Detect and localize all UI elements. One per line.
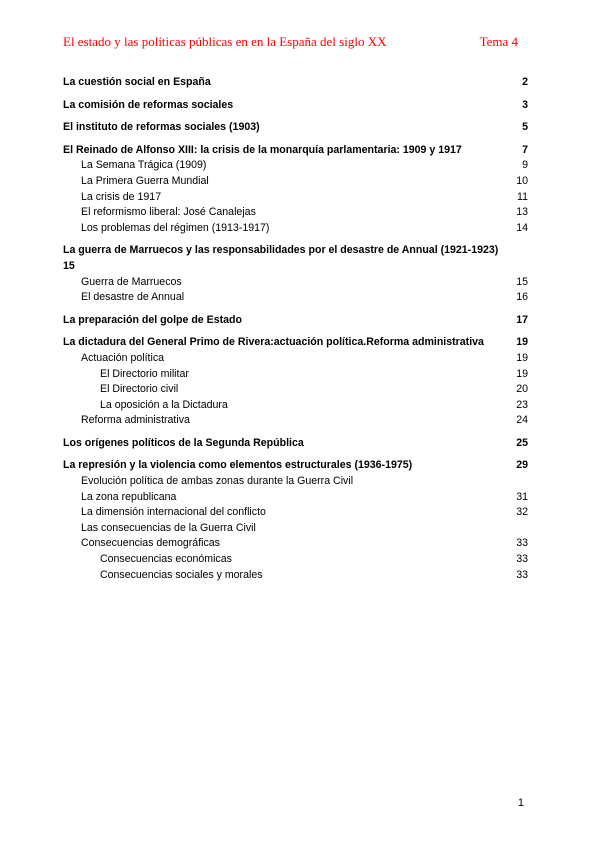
toc-entry-title: La oposición a la Dictadura xyxy=(100,398,228,411)
toc-entry-title: Consecuencias sociales y morales xyxy=(100,568,263,581)
toc-entry-title: El reformismo liberal: José Canalejas xyxy=(81,206,256,219)
toc-entry[interactable] xyxy=(63,243,528,274)
toc-entry-page: 2 xyxy=(522,76,528,88)
toc-entry-page: 31 xyxy=(516,490,528,503)
toc-entry[interactable] xyxy=(63,536,528,552)
toc-entry-page: 29 xyxy=(516,459,528,472)
toc-entry-title: Los orígenes políticos de la Segunda República xyxy=(63,436,304,449)
toc-entry[interactable] xyxy=(63,490,528,506)
header-tema: Tema 4 xyxy=(479,34,518,49)
toc-entry[interactable] xyxy=(63,382,528,398)
toc-entry-page: 32 xyxy=(516,506,528,519)
toc-entry[interactable] xyxy=(63,290,528,306)
toc-entry[interactable] xyxy=(63,413,528,429)
toc-entry[interactable] xyxy=(63,351,528,367)
toc-entry-page: 33 xyxy=(516,537,528,550)
toc-entry-title: La cuestión social en España xyxy=(63,76,211,88)
toc-entry-title: Evolución política de ambas zonas durante la Guerra Civil xyxy=(81,475,354,488)
toc-entry[interactable] xyxy=(63,143,528,159)
toc-entry-title: La dictadura del General Primo de Rivera:actuación política.Reforma administrativa xyxy=(63,336,484,349)
toc-entry-title: Las consecuencias de la Guerra Civil xyxy=(81,521,256,534)
toc-entry[interactable] xyxy=(63,75,528,91)
toc-entry-title: La dimensión internacional del conflicto xyxy=(81,506,266,519)
toc-entry[interactable] xyxy=(63,436,528,452)
toc-entry-title: La guerra de Marruecos y las responsabilidades por el desastre de Annual (1921-1923) xyxy=(63,244,499,257)
toc-entry[interactable] xyxy=(63,174,528,190)
toc-entry-title: La preparación del golpe de Estado xyxy=(63,313,242,326)
toc-entry-page: 11 xyxy=(517,190,528,203)
toc-entry-title: Consecuencias demográficas xyxy=(81,537,220,550)
toc-entry-title: Reforma administrativa xyxy=(81,414,190,427)
toc-entry-title: El Directorio civil xyxy=(100,383,179,396)
toc-entry-page: 7 xyxy=(522,143,528,156)
toc-entry-title: La crisis de 1917 xyxy=(81,190,162,203)
toc-entry[interactable] xyxy=(63,158,528,174)
toc-entry-title: El Reinado de Alfonso XIII: la crisis de la monarquía parlamentaria: 1909 y 1917 xyxy=(63,143,462,156)
toc-entry-page: 9 xyxy=(522,159,528,172)
toc-entry[interactable] xyxy=(63,367,528,383)
toc-entry-title: La represión y la violencia como elementos estructurales (1936-1975) xyxy=(63,459,413,472)
toc-entry-title: La zona republicana xyxy=(81,490,177,503)
toc-entry-page: 20 xyxy=(516,383,528,396)
toc-entry-page: 15 xyxy=(516,275,528,288)
toc-entry-page: 23 xyxy=(516,398,528,411)
toc-entry-title: Consecuencias económicas xyxy=(100,553,232,566)
page-number: 1 xyxy=(517,797,524,809)
header-title: El estado y las políticas públicas en en la España del siglo XX xyxy=(63,34,387,49)
toc-entry[interactable] xyxy=(63,120,528,136)
page-header xyxy=(63,34,518,52)
toc-entry-title: El Directorio militar xyxy=(100,367,189,380)
toc-entry[interactable] xyxy=(63,335,528,351)
toc-entry[interactable] xyxy=(63,275,528,291)
toc-entry-page: 13 xyxy=(516,206,528,219)
toc-entry-title: La comisión de reformas sociales xyxy=(63,98,234,111)
toc-entry-page: 14 xyxy=(516,221,528,234)
toc-entry-title: La Primera Guerra Mundial xyxy=(81,174,209,187)
toc-entry[interactable] xyxy=(63,568,528,584)
toc-entry-page: 5 xyxy=(522,121,528,134)
toc-entry-title: La Semana Trágica (1909) xyxy=(81,159,207,172)
toc-entry-page: 3 xyxy=(522,98,528,111)
toc-entry[interactable] xyxy=(63,458,528,474)
toc-entry-page: 33 xyxy=(516,568,528,581)
table-of-contents xyxy=(63,75,528,583)
toc-entry-page: 24 xyxy=(516,414,528,427)
toc-entry[interactable] xyxy=(63,98,528,114)
toc-entry-title: Los problemas del régimen (1913-1917) xyxy=(81,221,270,234)
toc-entry[interactable] xyxy=(63,313,528,329)
toc-entry-page: 15 xyxy=(63,259,75,272)
toc-entry-page: 16 xyxy=(516,291,528,304)
toc-entry-page: 25 xyxy=(516,436,528,449)
toc-entry-page: 19 xyxy=(516,336,528,349)
toc-entry-title: El desastre de Annual xyxy=(81,291,185,304)
toc-entry[interactable] xyxy=(63,205,528,221)
toc-entry[interactable] xyxy=(63,521,528,537)
toc-entry-title: El instituto de reformas sociales (1903) xyxy=(63,121,260,134)
toc-entry[interactable] xyxy=(63,474,528,490)
toc-entry[interactable] xyxy=(63,552,528,568)
toc-entry[interactable] xyxy=(63,398,528,414)
toc-entry-title: Actuación política xyxy=(81,351,165,364)
toc-entry-page: 10 xyxy=(516,174,528,187)
toc-entry[interactable] xyxy=(63,221,528,237)
toc-entry-page: 19 xyxy=(516,367,528,380)
toc-entry[interactable] xyxy=(63,505,528,521)
toc-entry[interactable] xyxy=(63,190,528,206)
toc-entry-page: 17 xyxy=(516,313,528,326)
toc-entry-title: Guerra de Marruecos xyxy=(81,275,182,288)
toc-entry-page: 33 xyxy=(516,553,528,566)
toc-entry-page: 19 xyxy=(516,351,528,364)
